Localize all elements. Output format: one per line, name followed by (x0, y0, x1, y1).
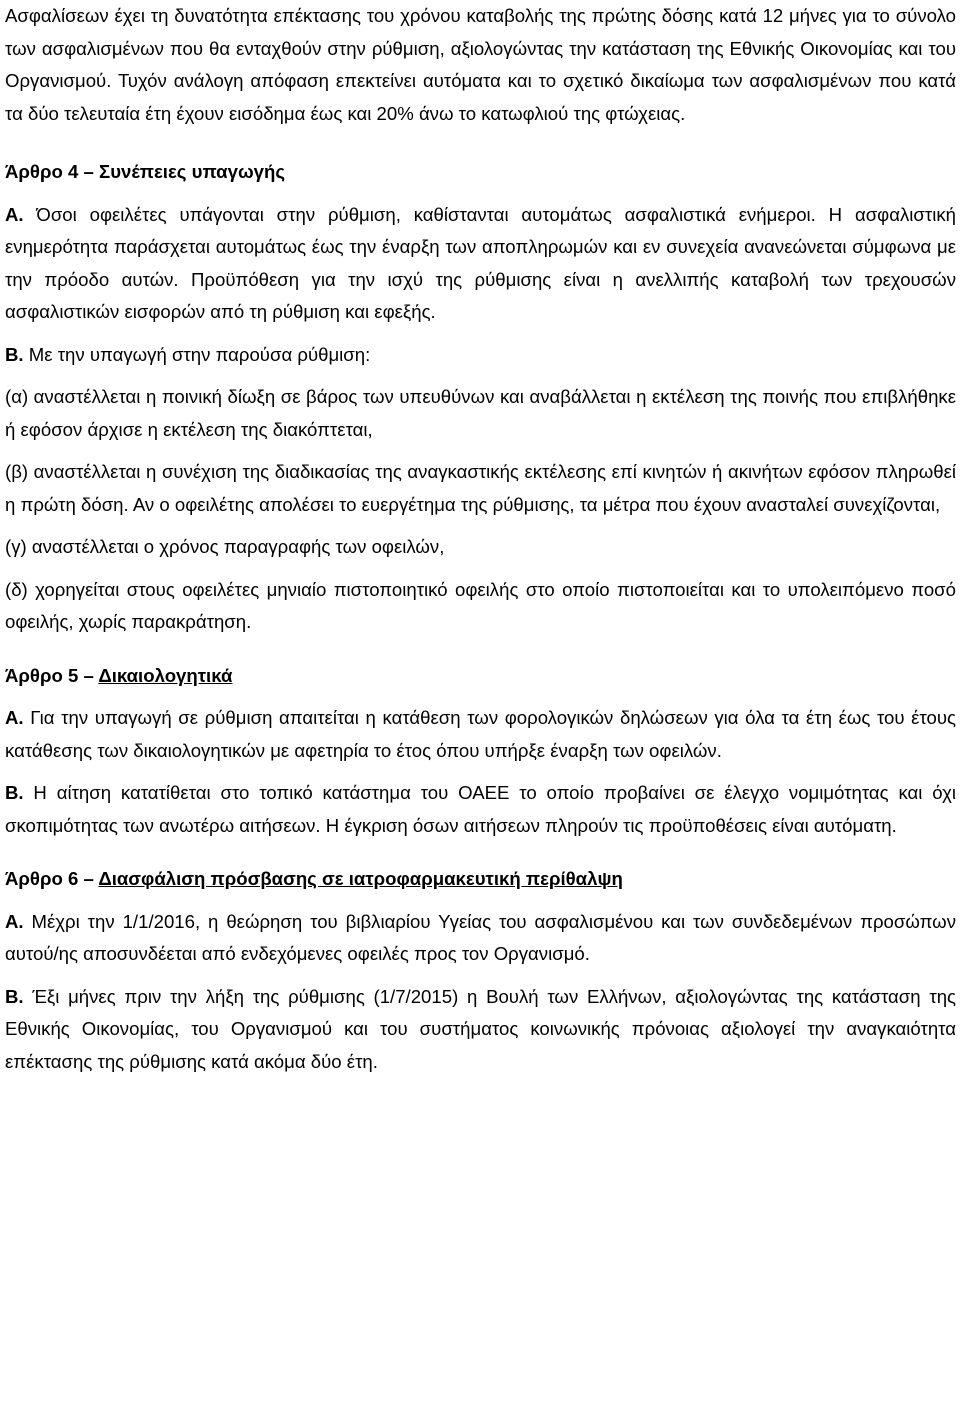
article-5-heading-title: Δικαιολογητικά (98, 664, 233, 686)
intro-paragraph: Ασφαλίσεων έχει τη δυνατότητα επέκτασης του χρόνου καταβολής της πρώτης δόσης κατά 12 μήνες για το σύνολο των ασφαλισμένων που θα ενταχθούν στην ρύθμιση, αξιολογώντας την κατάσταση της Εθνικής Οικονομίας και του Οργανισμού. Τυχόν ανάλογη απόφαση επεκτείνει αυτόματα και το σχετικό δικαίωμα των ασφαλισμένων που κατά τα δύο τελευταία έτη έχουν εισόδημα έως και 20% άνω το κατωφλιού της φτώχειας. (5, 5, 956, 124)
article-5-a-text: Για την υπαγωγή σε ρύθμιση απαιτείται η κατάθεση των φορολογικών δηλώσεων για όλα τα έτη έως του έτους κατάθεσης των δικαιολογητικών με αφετηρία το έτος όπου υπήρξε έναρξη των οφειλών. (5, 707, 956, 761)
article-4-heading (5, 156, 956, 189)
article-5-paragraph-b (5, 777, 956, 842)
article-4-a-text: Όσοι οφειλέτες υπάγονται στην ρύθμιση, καθίστανται αυτομάτως ασφαλιστικά ενήμεροι. Η ασφαλιστική ενημερότητα παράσχεται αυτομάτως έως την έναρξη των αποπληρωμών και εν συνεχεία ανανεώνεται σύμφωνα με την πρόοδο αυτών. Προϋπόθεση για την ισχύ της ρύθμισης είναι η ανελλιπής καταβολή των τρεχουσών ασφαλιστικών εισφορών από τη ρύθμιση και εφεξής. (5, 203, 956, 322)
article-4-item-d: (δ) χορηγείται στους οφειλέτες μηνιαίο πιστοποιητικό οφειλής στο οποίο πιστοποιείται και το υπολειπόμενο ποσό οφειλής, χωρίς παρακράτηση. (5, 578, 956, 632)
article-6-a-text: Μέχρι την 1/1/2016, η θεώρηση του βιβλιαρίου Υγείας του ασφαλισμένου και των συνδεδεμένων προσώπων αυτού/ης αποσυνδέεται από ενδεχόμενες οφειλές προς τον Οργανισμό. (5, 910, 956, 964)
article-6-b-label: Β. (5, 985, 24, 1007)
article-4-b-label: Β. (5, 343, 24, 365)
article-6-paragraph-a (5, 906, 956, 971)
article-6-paragraph-b (5, 981, 956, 1079)
article-4-a-label: Α. (5, 203, 24, 225)
article-6-heading (5, 863, 956, 896)
article-4-b-text: Με την υπαγωγή στην παρούσα ρύθμιση: (23, 343, 371, 365)
article-4-heading-prefix: Άρθρο 4 – (5, 161, 100, 182)
article-5-heading-prefix: Άρθρο 5 – (5, 664, 99, 686)
article-6-heading-title: Διασφάλιση πρόσβασης σε ιατροφαρμακευτική περίθαλψη (98, 868, 623, 889)
article-6-b-text: Έξι μήνες πριν την λήξη της ρύθμισης (1/7/2015) η Βουλή των Ελλήνων, αξιολογώντας της κατάσταση της Εθνικής Οικονομίας, του Οργανισμού και του συστήματος κοινωνικής πρόνοιας αξιολογεί την αναγκαιότητα επέκτασης της ρύθμισης κατά ακόμα δύο έτη. (5, 985, 956, 1072)
article-4-item-b: (β) αναστέλλεται η συνέχιση της διαδικασίας της αναγκαστικής εκτέλεσης επί κινητών ή ακινήτων εφόσον πληρωθεί η πρώτη δόση. Αν ο οφειλέτης απολέσει το ευεργέτημα της ρύθμισης, τα μέτρα που έχουν ανασταλεί συνεχίζονται, (5, 461, 956, 515)
article-6-heading-prefix: Άρθρο 6 – (5, 868, 99, 889)
article-4-item-a: (α) αναστέλλεται η ποινική δίωξη σε βάρος των υπευθύνων και αναβάλλεται η εκτέλεση της ποινής που επιβλήθηκε ή εφόσον άρχισε η εκτέλεση της διακόπτεται, (5, 386, 956, 440)
article-5-heading (5, 660, 956, 693)
article-6-a-label: Α. (5, 910, 24, 932)
article-4-paragraph-a (5, 199, 956, 329)
article-5-paragraph-a (5, 702, 956, 767)
article-5-a-label: Α. (5, 707, 24, 728)
article-4-item-c: (γ) αναστέλλεται ο χρόνος παραγραφής των οφειλών, (5, 536, 445, 557)
article-5-b-label: Β. (5, 782, 24, 803)
article-4-paragraph-b (5, 339, 956, 372)
article-4-heading-title: Συνέπειες υπαγωγής (99, 161, 286, 182)
article-5-b-text: Η αίτηση κατατίθεται στο τοπικό κατάστημα του ΟΑΕΕ το οποίο προβαίνει σε έλεγχο νομιμότητας και όχι σκοπιμότητας των ανωτέρω αιτήσεων. Η έγκριση όσων αιτήσεων πληρούν τις προϋποθέσεις είναι αυτόματη. (5, 782, 956, 836)
